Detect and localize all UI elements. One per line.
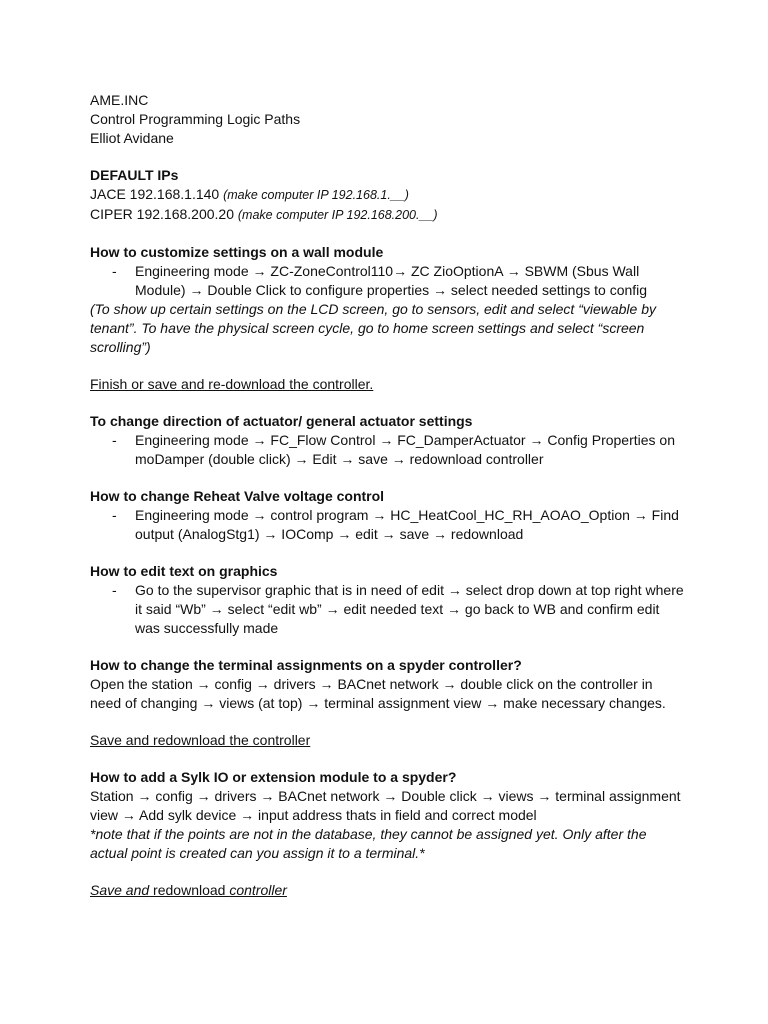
wall-module-note-line: tenant”. To have the physical screen cycle, go to home screen settings and select “screen [90, 320, 645, 336]
wall-module-note-line: (To show up certain settings on the LCD screen, go to sensors, edit and select “viewable by [90, 301, 657, 317]
document-page [90, 91, 690, 900]
sylk-save-part: Save and [90, 882, 150, 898]
spacer [90, 225, 690, 243]
ciper-ip-line [90, 205, 690, 225]
jace-ip-line [90, 185, 690, 205]
spacer [90, 863, 690, 881]
graphics-step-line: it said “Wb” → select “edit wb” → edit needed text → go back to WB and confirm edit [135, 601, 660, 617]
jace-ip: JACE 192.168.1.140 [90, 186, 220, 202]
terminal-save-note: Save and redownload the controller [90, 732, 311, 748]
wall-module-step-line: Module) → Double Click to configure properties → select needed settings to config [135, 282, 648, 298]
author-name: Elliot Avidane [90, 130, 174, 146]
wall-module-note-line: scrolling”) [90, 339, 151, 355]
spacer [90, 638, 690, 656]
ciper-ip-note: (make computer IP 192.168.200.__) [237, 208, 438, 222]
terminal-body-line: Open the station → config → drivers → BACnet network → double click on the controller in [90, 676, 653, 692]
wall-module-step [90, 262, 680, 300]
wall-module-heading: How to customize settings on a wall module [90, 244, 384, 260]
spacer [90, 148, 690, 166]
company-name: AME.INC [90, 92, 149, 108]
spacer [90, 357, 690, 375]
terminal-heading: How to change the terminal assignments on a spyder controller? [90, 657, 522, 673]
graphics-step [90, 581, 684, 638]
actuator-step-line: moDamper (double click) → Edit → save → redownload controller [135, 451, 544, 467]
document-title: Control Programming Logic Paths [90, 111, 301, 127]
terminal-body-line: need of changing → views (at top) → terminal assignment view → make necessary changes. [90, 695, 666, 711]
actuator-step-line: Engineering mode → FC_Flow Control → FC_DamperActuator → Config Properties on [135, 432, 676, 448]
sylk-body-line: Station → config → drivers → BACnet network → Double click → views → terminal assignment [90, 788, 681, 804]
spacer [90, 469, 690, 487]
spacer [90, 544, 690, 562]
graphics-step-line: was successfully made [135, 620, 279, 636]
graphics-heading: How to edit text on graphics [90, 563, 278, 579]
spacer [90, 394, 690, 412]
reheat-heading: How to change Reheat Valve voltage control [90, 488, 385, 504]
sylk-heading: How to add a Sylk IO or extension module to a spyder? [90, 769, 457, 785]
reheat-step [90, 506, 680, 544]
ciper-ip: CIPER 192.168.200.20 [90, 206, 234, 222]
actuator-step [90, 431, 680, 469]
jace-ip-note: (make computer IP 192.168.1.__) [223, 188, 409, 202]
bullet-dash: - [112, 507, 117, 523]
wall-module-step-line: Engineering mode → ZC-ZoneControl110→ ZC ZioOptionA → SBWM (Sbus Wall [135, 263, 640, 279]
actuator-heading: To change direction of actuator/ general actuator settings [90, 413, 473, 429]
default-ips-heading: DEFAULT IPs [90, 167, 179, 183]
graphics-step-line: Go to the supervisor graphic that is in need of edit → select drop down at top right where [135, 582, 684, 598]
bullet-dash: - [112, 582, 117, 598]
reheat-step-line: output (AnalogStg1) → IOComp → edit → save → redownload [135, 526, 524, 542]
sylk-save-part: redownload [149, 882, 230, 898]
sylk-save-part: controller [229, 882, 287, 898]
spacer [90, 713, 690, 731]
bullet-dash: - [112, 263, 117, 279]
wall-module-finish-note: Finish or save and re-download the controller. [90, 376, 374, 392]
sylk-body-line: view → Add sylk device → input address thats in field and correct model [90, 807, 537, 823]
sylk-save-note [90, 881, 690, 900]
reheat-step-line: Engineering mode → control program → HC_HeatCool_HC_RH_AOAO_Option → Find [135, 507, 679, 523]
sylk-note-line: *note that if the points are not in the database, they cannot be assigned yet. Only after the [90, 826, 647, 842]
bullet-dash: - [112, 432, 117, 448]
spacer [90, 750, 690, 768]
sylk-note-line: actual point is created can you assign it to a terminal.* [90, 845, 425, 861]
